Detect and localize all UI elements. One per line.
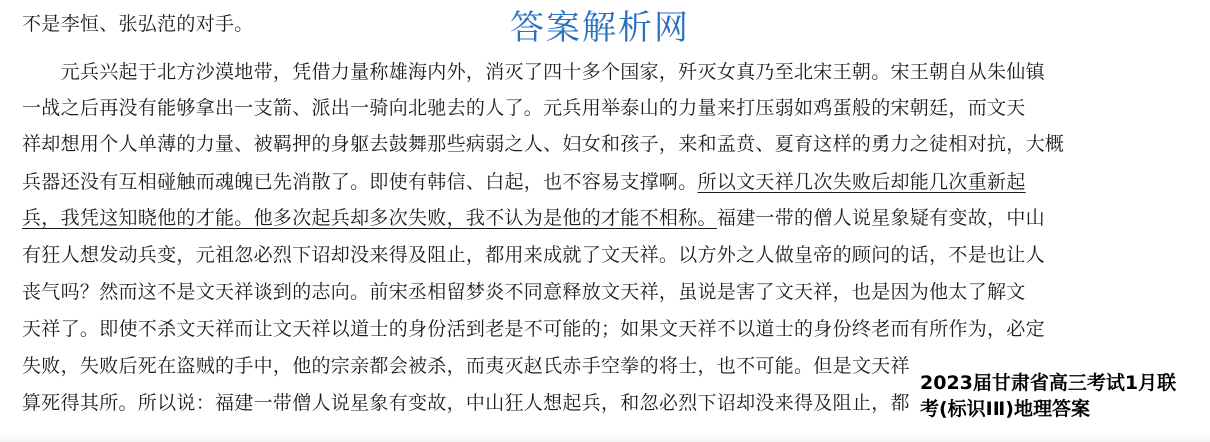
text-line-3: 一战之后再没有能够拿出一支箭、派出一骑向北驰去的人了。元兵用举泰山的力量来打压弱如鸡蛋般的宋朝廷，而文天 xyxy=(22,97,1026,119)
text-segment-plain: 福建一带的僧人说星象疑有变故，中山 xyxy=(716,207,1045,229)
underlined-segment: 兵，我凭这知晓他的才能。他多次起兵却多次失败，我不认为是他的才能不相称。 xyxy=(22,207,717,229)
text-line-8: 丧气吗？然而这不是文天祥谈到的志向。前宋丞相留梦炎不同意释放文天祥，虽说是害了文天祥，也是因为他太了解文 xyxy=(22,281,1026,303)
caption-line-2: 考(标识ⅠⅡ)地理答案 xyxy=(920,398,1090,420)
text-line-2: 元兵兴起于北方沙漠地带，凭借力量称雄海内外，消灭了四十多个国家，歼灭女真乃至北宋王朝。宋王朝自从朱仙镇 xyxy=(22,61,1045,83)
text-line-7: 有狂人想发动兵变，元祖忽必烈下诏却没来得及阻止，都用来成就了文天祥。以方外之人做皇帝的顾问的话，不是也让人 xyxy=(22,244,1045,266)
text-line-9: 天祥了。即使不杀文天祥而让文天祥以道士的身份活到老是不可能的；如果文天祥不以道士的身份终老而有所作为，必定 xyxy=(22,318,1045,340)
text-line-6 xyxy=(22,206,1192,230)
site-watermark: 答案解析网 xyxy=(510,8,690,48)
text-line-1: 不是李恒、张弘范的对手。 xyxy=(22,13,254,35)
text-segment-plain: 兵器还没有互相碰触而魂魄已先消散了。即使有韩信、白起，也不容易支撑啊。 xyxy=(22,171,698,193)
exam-title-caption xyxy=(920,370,1205,422)
text-line-11: 算死得其所。所以说：福建一带僧人说星象有变故，中山狂人想起兵，和忽必烈下诏却没来得及阻止，都 xyxy=(22,392,910,414)
caption-line-1: 2023届甘肃省高三考试1月联 xyxy=(920,372,1177,394)
text-line-4: 祥却想用个人单薄的力量、被羁押的身躯去鼓舞那些病弱之人、妇女和孩子，来和孟贲、夏育这样的勇力之徒相对抗，大概 xyxy=(22,133,1065,155)
text-line-5 xyxy=(22,170,1192,194)
page-bottom-shade xyxy=(0,432,1210,442)
underlined-segment: 所以文天祥几次失败后却能几次重新起 xyxy=(697,171,1026,193)
text-line-10: 失败，失败后死在盗贼的手中，他的宗亲都会被杀，而夷灭赵氏赤手空拳的将士，也不可能。但是文天祥 xyxy=(22,355,910,377)
